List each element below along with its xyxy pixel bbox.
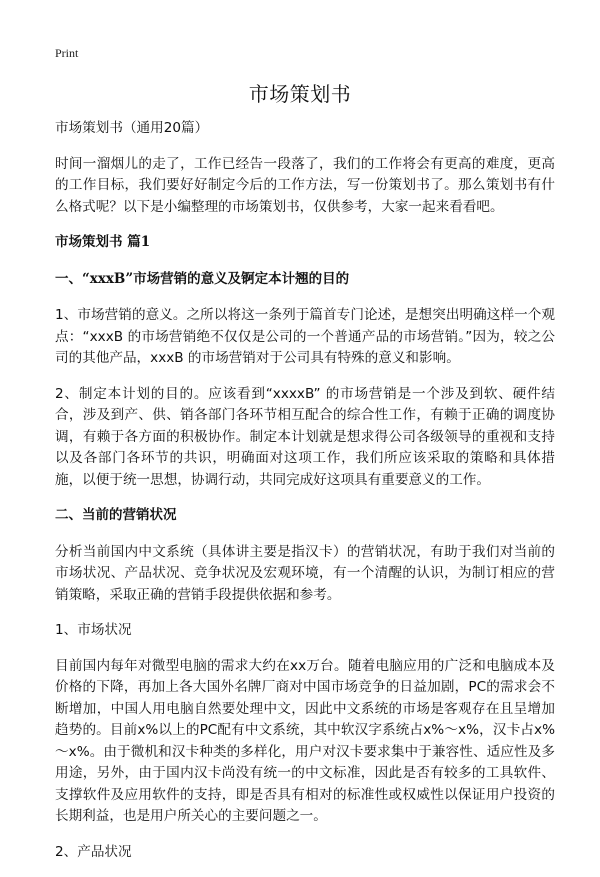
item-product-status: 2、产品状况	[55, 843, 132, 860]
paragraph-1: 1、市场营销的意义。之所以将这一条列于篇首专门论述，是想突出明确这样一个观点：“xxxB 的市场营销绝不仅仅是公司的一个普通产品的市场营销。”因为，较之公司的其他产品，xxxB 的市场营销对于公司具有特殊的意义和影响。	[55, 307, 555, 366]
heading-1: 一、“xxxB”市场营销的意义及锕定本计翘的目的	[55, 270, 350, 287]
page-title: 市场策划书	[248, 82, 352, 106]
section-title: 市场策划书 篇1	[55, 234, 151, 250]
print-label: Print	[55, 46, 79, 60]
paragraph-3: 分析当前国内中文系统（具体讲主要是指汉卡）的营销状况，有助于我们对当前的市场状况、产品状况、竞争状况及宏观环境，有一个清醒的认识，为制订相应的营销策略，采取正确的营销手段提供依据和参考。	[55, 543, 555, 603]
paragraph-2: 2、制定本计划的目的。应该看到“xxxxB” 的市场营销是一个涉及到软、硬件结合，涉及到产、供、销各部门各环节相互配合的综合性工作，有赖于正确的调度协调，有赖于各方面的积极协作。制定本计划就是想求得公司各级领导的重视和支持以及各部门各环节的共识，明确面对这项工作，我们所应该采取的策略和具体措施，以便于统一思想，协调行动，共同完成好这项具有重要意义的工作。	[55, 385, 555, 488]
document-body	[55, 118, 555, 877]
paragraph-4: 目前国内每年对微型电脑的需求大约在xx万台。随着电脑应用的广泛和电脑成本及价格的下降，再加上各大国外名牌厂商对中国市场竞争的日益加剧，PC的需求会不断增加，中国人用电脑自然要处理中文，因此中文系统的市场是客观存在且呈增加趋势的。目前x%以上的PC配有中文系统，其中软汉字系统占x%～x%，汉卡占x%～x%。由于微机和汉卡种类的多样化，用户对汉卡要求集中于兼容性、适应性及多用途，另外，由于国内汉卡尚没有统一的中文标准，因此是否有较多的工具软件、支撑软件及应用软件的支持，即是否具有相对的标准性或权威性以保证用户投资的长期利益，也是用户所关心的主要问题之一。	[55, 657, 555, 824]
intro-paragraph: 时间一溜烟儿的走了，工作已经告一段落了，我们的工作将会有更高的难度，更高的工作目标，我们要好好制定今后的工作方法，写一份策划书了。那么策划书有什么格式呢？以下是小编整理的市场策划书，仅供参考，大家一起来看看吧。	[55, 155, 555, 215]
heading-2: 二、当前的营销状况	[55, 507, 177, 523]
item-market-status: 1、市场状况	[55, 622, 132, 638]
document-subtitle: 市场策划书（通用20篇）	[55, 120, 209, 136]
